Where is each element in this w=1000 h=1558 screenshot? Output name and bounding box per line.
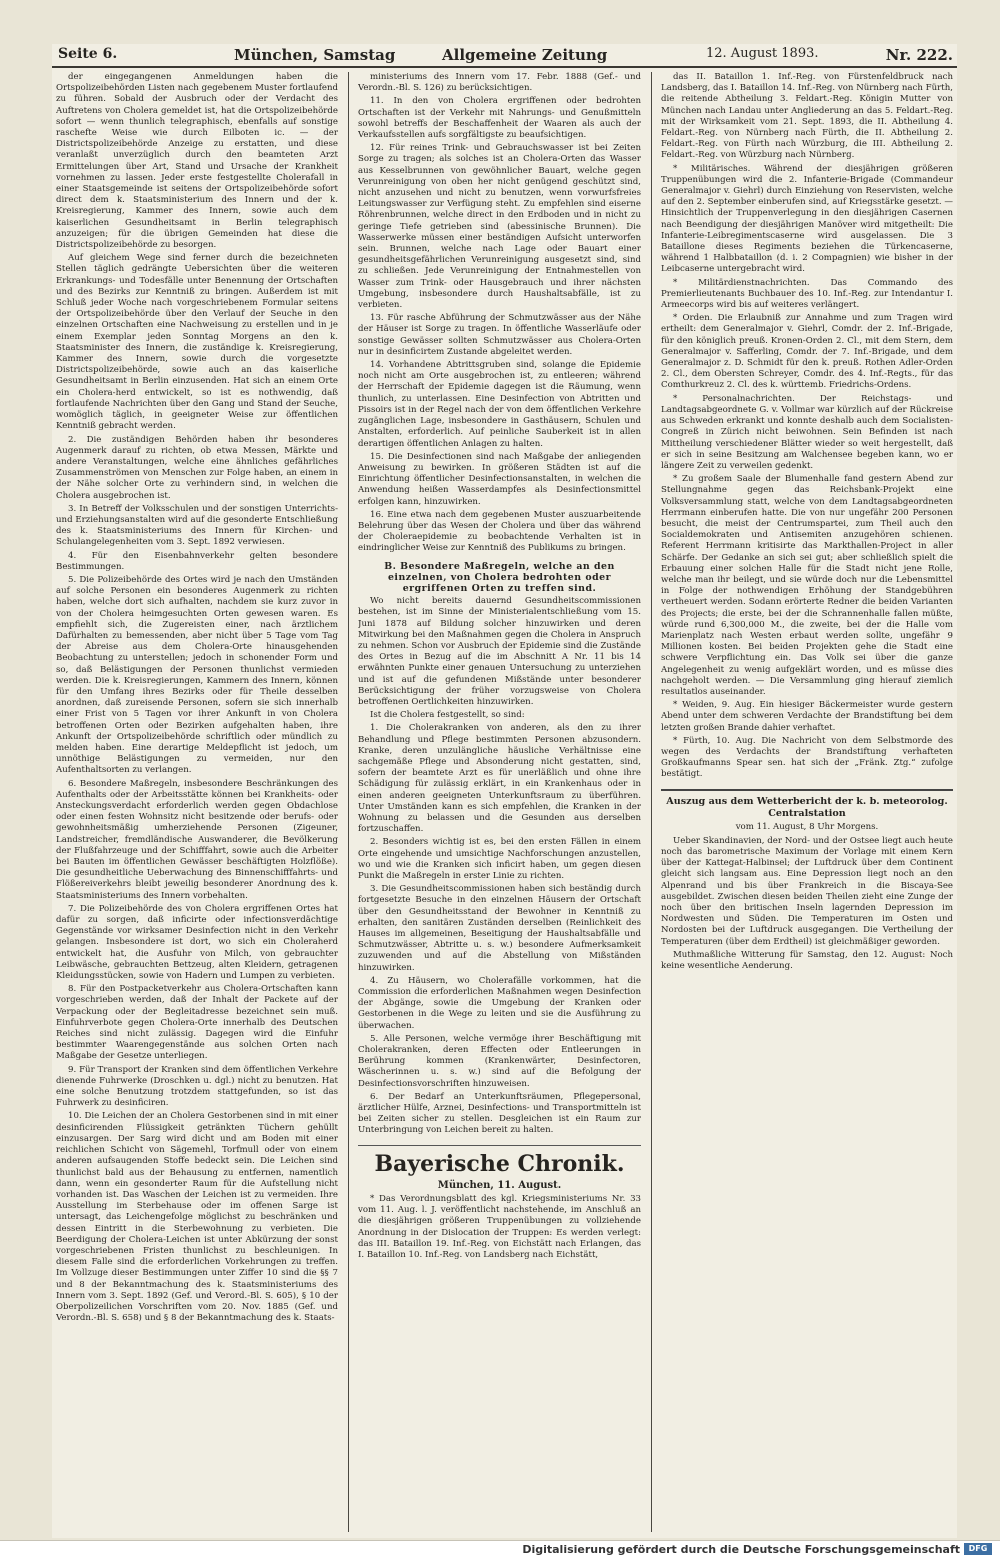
article-paragraph: 2. Besonders wichtig ist es, bei den ersten Fällen in einem Orte eingehende und umsichtige Nachforschungen anzustellen, wo und wie die Kranken sich inficirt haben, um gegen diesen Punkt die Maßregeln in erster Linie zu richten. [358,837,641,882]
article-paragraph: 2. Die zuständigen Behörden haben ihr besonderes Augenmerk darauf zu richten, ob etwa Messen, Märkte und andere Veranstaltungen, welche eine ähnliches gefährliches Zusammenströmen von Menschen zur Folge haben, an einem in der Nähe solcher Orte zu verhindern sind, in welchen die Cholera ausgebrochen ist. [56,434,338,501]
funding-note: Digitalisierung gefördert durch die Deutsche Forschungsgemeinschaft [522,1543,960,1556]
page-number: Seite 6. [58,46,118,62]
article-paragraph: 4. Zu Häusern, wo Cholerafälle vorkommen, hat die Commission die erforderlichen Maßnahmen wegen Desinfection der Abgänge, sowie die Umgebung der Kranken oder Gestorbenen in die Wege zu leiten und sie die Ausführung zu überwachen. [358,975,641,1031]
article-paragraph: Auf gleichem Wege sind ferner durch die bezeichneten Stellen täglich gedrängte Uebersichten über die weiteren Erkrankungs- und Todesfälle unter Benennung der Ortschaften und des Bezirks zur Kenntniß zu bringen. Außerdem ist mit Schluß jeder Woche nach vorgeschriebenem Formular seitens der Ortspolizeibehörde über den Verlauf der Seuche in den einzelnen Ortschaften eine Nachweisung zu erstellen und in je einem Exemplar jeden Sonntag Morgens an den k. Staatsminister des Innern, die zuständige k. Kreisregierung, Kammer des Innern, sowie durch die vorgesetzte Districtspolizeibehörde, sowie auch an das kaiserliche Gesundheitsamt in Berlin einzusenden. Hat sich an einem Orte ein Cholera-herd entwickelt, so ist es nothwendig, daß fortlaufende Nachrichten über den Gang und Stand der Seuche, womöglich täglich, in geeigneter Weise zur öffentlichen Kenntniß gebracht werden. [56,253,338,432]
article-paragraph: das II. Bataillon 1. Inf.-Reg. von Fürstenfeldbruck nach Landsberg, das I. Bataillon 14. Inf.-Reg. von Nürnberg nach Fürth, die reitende Abtheilung 3. Feldart.-Reg. Königin Mutter von München nach Landau unter Angliederung an das 5. Feldart.-Reg. mit der Wirksamkeit vom 21. Sept. 1893, die II. Abtheilung 4. Feldart.-Reg. von Nürnberg nach Fürth, die II. Abtheilung 2. Feldart.-Reg. von Fürth nach Würzburg, die III. Abtheilung 2. Feldart.-Reg. von Würzburg nach Nürnberg. [661,72,953,161]
weather-report-text: Ueber Skandinavien, der Nord- und der Ostsee liegt auch heute noch das barometrische Maximum der Vorlage mit einem Kern über der Kattegat-Halbinsel; der Luftdruck über dem Continent gleicht sich langsam aus. Eine Depression liegt noch an den Alpenrand und bis über Frankreich in die Biscaya-See ausgebildet. Zwischen diesen beiden Theilen zieht eine Zunge der noch über den britischen Inseln lagernden Depression im Nordwesten und Süden. Die Temperaturen im Osten und Nordosten bei der Luftdruck ausgegangen. Die Vertheilung der Temperaturen (über dem Erdtheil) ist gleichmäßiger geworden. [661,835,953,947]
chronicle-heading: Bayerische Chronik. [358,1145,641,1178]
article-paragraph: 10. Die Leichen der an Cholera Gestorbenen sind in mit einer desinficirenden Flüssigkeit getränkten Tüchern gehüllt einzusargen. Der Sarg wird dicht und am Boden mit einer reichlichen Schicht von Sägemehl, Torfmull oder von einem anderen aufsaugenden Stoffe bedeckt sein. Die Leichen sind thunlichst bald aus der Behausung zu entfernen, namentlich dann, wenn ein gesonderter Raum für die Aufstellung nicht vorhanden ist. Das Waschen der Leichen ist zu vermeiden. Ihre Ausstellung im Sterbehause oder im offenen Sarge ist untersagt, das Leichengefolge möglichst zu beschränken und dessen Eintritt in die Sterbewohnung zu verbieten. Die Beerdigung der Cholera-Leichen ist unter Abkürzung der sonst vorgeschriebenen Fristen thunlichst zu beschleunigen. In diesem Falle sind die erforderlichen Vorkehrungen zu treffen. Im Vollzuge dieser Bestimmungen unter Ziffer 10 sind die §§ 7 und 8 der Bekanntmachung des k. Staatsministeriums des Innern vom 3. Sept. 1892 (Gef. und Verord.-Bl. S. 605), § 10 der Oberpolizeilichen Vorschriften vom 20. Nov. 1885 (Gef. und Verordn.-Bl. S. 658) und § 8 der Bekanntmachung des k. Staats- [56,1111,338,1324]
place-and-day: München, Samstag [234,46,396,64]
article-paragraph: Wo nicht bereits dauernd Gesundheitscommissionen bestehen, ist im Sinne der Ministerialentschließung vom 15. Juni 1878 auf Bildung solcher hinzuwirken und deren Mitwirkung bei den Maßnahmen gegen die Cholera in Anspruch zu nehmen. Schon vor Ausbruch der Epidemie sind die Zustände des Ortes in Bezug auf die im Abschnitt A Nr. 11 bis 14 erwähnten Punkte einer genauen Untersuchung zu unterziehen und ist auf die gefundenen Mißstände unter besonderer Berücksichtigung der früher vorzugsweise von Cholera betroffenen Oertlichkeiten hinzuwirken. [358,596,641,707]
article-paragraph: 11. In den von Cholera ergriffenen oder bedrohten Ortschaften ist der Verkehr mit Nahrungs- und Genußmitteln sowohl betreffs der Beschaffenheit der Waaren als auch der Verkaufsstellen aufs sorgfältigste zu beaufsichtigen. [358,96,641,141]
weather-report-time: vom 11. August, 8 Uhr Morgens. [735,821,879,832]
digitization-footer [0,1540,1000,1558]
article-paragraph: 12. Für reines Trink- und Gebrauchswasser ist bei Zeiten Sorge zu tragen; als solches ist an Cholera-Orten das Wasser aus Kesselbrunnen von gewöhnlicher Bauart, welche gegen Verunreinigung von oben her nicht genügend geschützt sind, nicht anzusehen und nicht zu benutzen, wenn vorwurfsfreies Leitungswasser zur Verfügung steht. Zu empfehlen sind eiserne Röhrenbrunnen, welche direct in den Erdboden und in nicht zu geringe Tiefe getrieben sind (abessinische Brunnen). Die Wasserwerke müssen einer beständigen Aufsicht unterworfen sein. Brunnen, welche nach Lage oder Bauart einer gesundheitsgefährlichen Verunreinigung ausgesetzt sind, sind zu schließen. Jede Verunreinigung der Entnahmestellen von Wasser zum Trink- oder Hausgebrauch und ihrer nächsten Umgebung, insbesondere durch Haushaltsabfälle, ist zu verbieten. [358,143,641,311]
dfg-logo-icon: DFG [964,1543,992,1555]
weather-forecast: Muthmaßliche Witterung für Samstag, den 12. August: Noch keine wesentliche Aenderung. [661,949,953,972]
article-paragraph: 5. Alle Personen, welche vermöge ihrer Beschäftigung mit Cholerakranken, deren Effecten oder Entleerungen in Berührung kommen (Krankenwärter, Desinfectoren, Wäscherinnen u. s. w.) sind auf die Befolgung der Desinfectionsvorschriften hinzuweisen. [358,1033,641,1089]
article-paragraph: 7. Die Polizeibehörde des von Cholera ergriffenen Ortes hat dafür zu sorgen, daß inficirte oder infectionsverdächtige Gegenstände vor wirksamer Desinfection nicht in den Verkehr gelangen. Insbesondere ist dort, wo sich ein Choleraherd entwickelt hat, die Ausfuhr von Milch, von gebrauchter Leibwäsche, gebrauchten Bettzeug, alten Kleidern, getragenen Kleidungsstücken, sowie von Hadern und Lumpen zu verbieten. [56,903,338,982]
article-paragraph: 6. Besondere Maßregeln, insbesondere Beschränkungen des Aufenthalts oder der Arbeitsstätte können bei Krankheits- oder Ansteckungsverdacht erforderlich werden gegen Obdachlose oder einen festen Wohnsitz nicht besitzende oder berufs- oder gewohnheitsmäßig umherziehende Personen (Zigeuner, Landstreicher, fremdländische Auswanderer, die Bevölkerung der Flußfahrzeuge und der Schifffahrt, sowie auch die Arbeiter bei Bauten im öffentlichen Gewässer beschäftigten Holzflöße). Die gesundheitliche Ueberwachung des Binnenschifffahrts- und Flößereiverkehrs bleibt jeweilig besonderer Anordnung des k. Staatsministeriums des Innern vorbehalten. [56,778,338,901]
article-paragraph: der eingegangenen Anmeldungen haben die Ortspolizeibehörden Listen nach gegebenem Muster fortlaufend zu führen. Sobald der Ausbruch oder der Verdacht des Auftretens von Cholera gemeldet ist, hat die Ortspolizeibehörde sofort — wenn thunlich telegraphisch, ebenfalls auf sonstige raschefte Weise wie durch Eilboten ic. — der Districtspolizeibehörde Anzeige zu erstatten, und diese veranlaßt unverzüglich durch den beamteten Arzt Ermittelungen über Art, Stand und Ursache der Krankheit vornehmen zu lassen. Jeder erste festgestellte Cholerafall in einer Staatsgemeinde ist seitens der Ortspolizeibehörde sofort direct dem k. Staatsministerium des Innern und der k. Kreisregierung, Kammer des Innern, sowie auch dem kaiserlichen Gesundheitsamt in Berlin telegraphisch anzuzeigen; für die übrigen Gemeinden hat diese die Districtspolizeibehörde zu besorgen. [56,72,338,251]
article-paragraph: * Militärisches. Während der diesjährigen größeren Truppenübungen wird die 2. Infanterie-Brigade (Commandeur Generalmajor v. Giehrl) durch Einziehung von Reservisten, welche auf den 2. September einberufen sind, auf Kriegsstärke gesetzt. — Hinsichtlich der Truppenverlegung in den diesjährigen Casernen nach Beendigung der diesjährigen Manöver wird mitgetheilt: Die Infanterie-Leibregimentscaserne wird ausgelassen. Die 3 Bataillone dieses Regiments beziehen die Türkencaserne, während 1 Halbbataillon (d. i. 2 Compagnien) wie bisher in der Leibcaserne untergebracht wird. [661,163,953,275]
article-paragraph: 9. Für Transport der Kranken sind dem öffentlichen Verkehre dienende Fuhrwerke (Droschken u. dgl.) nicht zu benutzen. Hat eine solche Benutzung trotzdem stattgefunden, so ist das Fuhrwerk zu desinficiren. [56,1064,338,1109]
article-paragraph: ministeriums des Innern vom 17. Febr. 1888 (Gef.- und Verordn.-Bl. S. 126) zu berücksichtigen. [358,72,641,94]
article-paragraph: * Militärdienstnachrichten. Das Commando des Premierlieutenants Buchbauer des 10. Inf.-Reg. zur Intendantur I. Armeecorps wird bis auf weiteres verlängert. [661,277,953,311]
article-paragraph: 8. Für den Postpacketverkehr aus Cholera-Ortschaften kann vorgeschrieben werden, daß der Inhalt der Packete auf der Verpackung oder der Begleitadresse bezeichnet sein muß. Einfuhrverbote gegen Cholera-Orte innerhalb des Deutschen Reiches sind nicht zulässig. Dagegen wird die Einfuhr bestimmter Waarengegenstände aus solchen Orten nach Maßgabe der Gesetze unterliegen. [56,984,338,1062]
article-paragraph: * Zu großem Saale der Blumenhalle fand gestern Abend zur Stellungnahme gegen das Reichsbank-Projekt eine Volksversammlung statt, welche von dem Landtagsabgeordneten Herrmann einberufen hatte. Die von nur ungefähr 200 Personen besucht, die meist der Centrumspartei, zum Theil auch den Socialdemokraten und Antisemiten anzugehören schienen. Referent Herrmann kritisirte das Markthallen-Project in aller Schärfe. Der Gedanke an sich sei gut; aber schließlich spielt die Erbauung einer solchen Halle für die Stadt nicht jene Rolle, welche man ihr beilegt, und sie würde doch nur die Lebensmittel in Folge der nothwendigen Erhöhung der Standgebühren vertheuert werden. Sodann erörterte Redner die beiden Varianten des Projects; die erste, bei der die Schrannenhalle fallen müßte, würde rund 6,300,000 M., die zweite, bei der die Halle vom Marienplatz nach Westen erbaut werden sollte, ungefähr 9 Millionen kosten. Bei beiden Projekten gehe die Stadt eine schwere Verpflichtung ein. Das Volk sei über die ganze Angelegenheit zu wenig aufgeklärt worden, und es müsse dies nachgeholt werden. — Die Versammlung ging hierauf ziemlich resultatlos auseinander. [661,474,953,697]
article-paragraph: 3. Die Gesundheitscommissionen haben sich beständig durch fortgesetzte Besuche in den einzelnen Häusern der Ortschaft über den Gesundheitsstand der Bewohner in Kenntniß zu erhalten, den sanitären Zuständen derselben (Reinlichkeit des Hauses im allgemeinen, Beseitigung der Haushaltsabfälle und Schmutzwässer, Abtritte u. s. w.) besondere Aufmerksamkeit zuzuwenden und auf die Abstellung von Mißständen hinzuwirken. [358,884,641,973]
article-paragraph: 13. Für rasche Abführung der Schmutzwässer aus der Nähe der Häuser ist Sorge zu tragen. In öffentliche Wasserläufe oder sonstige Gewässer sollten Schmutzwässer aus Cholera-Orten nur in desinficirtem Zustande abgeleitet werden. [358,313,641,357]
column-2 [358,72,641,1532]
section-heading: B. Besondere Maßregeln, welche an den einzelnen, von Cholera bedrohten oder ergriffenen Orten zu treffen sind. [384,560,615,594]
chronicle-dateline: München, 11. August. [437,1179,562,1191]
article-paragraph: 4. Für den Eisenbahnverkehr gelten besondere Bestimmungen. [56,550,338,572]
article-paragraph: Ist die Cholera festgestellt, so sind: [370,710,525,721]
article-paragraph: * Orden. Die Erlaubniß zur Annahme und zum Tragen wird ertheilt: dem Generalmajor v. Giehrl, Comdr. der 2. Inf.-Brigade, für den königlich preuß. Kronen-Orden 2. Cl., mit dem Stern, dem Generalmajor v. Safferling, Comdr. der 7. Inf.-Brigade, und dem Generalmajor z. D. Schmidt für den k. preuß. Rothen Adler-Orden 2. Cl., dem Obersten Schreyer, Comdr. des 4. Inf.-Regts., für das Comthurkreuz 2. Cl. des k. württemb. Friedrichs-Ordens. [661,313,953,391]
issue-number: Nr. 222. [885,46,953,64]
article-paragraph: 16. Eine etwa nach dem gegebenen Muster auszuarbeitende Belehrung über das Wesen der Cholera und über das während der Choleraepidemie zu beobachtende Verhalten ist in eindringlicher Weise zur Kenntniß des Publikums zu bringen. [358,509,641,554]
article-paragraph: 3. In Betreff der Volksschulen und der sonstigen Unterrichts- und Erziehungsanstalten wird auf die gesonderte Entschließung des k. Staatsministeriums des Innern für Kirchen- und Schulangelegenheiten vom 3. Sept. 1892 verwiesen. [56,503,338,548]
page-header [52,44,957,68]
article-paragraph: 5. Die Polizeibehörde des Ortes wird je nach den Umständen auf solche Personen ein besonderes Augenmerk zu richten haben, welche dort sich aufhalten, nachdem sie kurz zuvor in von der Cholera heimgesuchten Orten gewesen waren. Es empfiehlt sich, die Zugereisten einer, nach ärztlichem Dafürhalten zu bemessenden, aber nicht über 5 Tage vom Tag der Abreise aus dem Cholera-Orte hinausgehenden Beobachtung zu unterstellen; jedoch in schonender Form und so, daß Belästigungen der Personen thunlichst vermieden werden. Die k. Kreisregierungen, Kammern des Innern, können für den Umfang ihres Bezirks oder für Theile desselben anordnen, daß zureisende Personen, sofern sie sich innerhalb einer Frist von 5 Tagen vor ihrer Ankunft in von Cholera betroffenen Orten oder Bezirken aufgehalten haben, ihre Ankunft der Ortspolizeibehörde schriftlich oder mündlich zu melden haben. Eine derartige Meldepflicht ist jedoch, um unnöthige Belästigungen zu vermeiden, nur den Aufenthaltsorten zu verlangen. [56,574,338,776]
weather-report-heading: Auszug aus dem Wetterbericht der k. b. meteorolog. Centralstation [661,789,953,820]
article-paragraph: 15. Die Desinfectionen sind nach Maßgabe der anliegenden Anweisung zu bewirken. In größeren Städten ist auf die Einrichtung öffentlicher Desinfectionsanstalten, in welchen die Anwendung heißen Wasserdampfes als Desinfectionsmittel erfolgen kann, hinzuwirken. [358,451,641,507]
newspaper-title: Allgemeine Zeitung [442,46,608,64]
column-divider [348,72,349,1532]
article-paragraph: * Personalnachrichten. Der Reichstags- und Landtagsabgeordnete G. v. Vollmar war kürzlich auf der Rückreise aus Schweden erkrankt und konnte deshalb auch dem Socialisten-Congreß in Zürich nicht beiwohnen. Sein Befinden ist nach Mittheilung verschiedener Blätter wieder so weit hergestellt, daß er sich in seine Besitzung am Walchensee begeben kann, wo er längere Zeit zu verweilen gedenkt. [661,393,953,471]
column-divider [651,72,652,1532]
article-paragraph: * Fürth, 10. Aug. Die Nachricht von dem Selbstmorde des wegen des Verdachts der Brandstiftung verhafteten Großkaufmanns Spear sen. hat sich der „Fränk. Ztg.“ zufolge bestätigt. [661,735,953,780]
article-paragraph: * Weiden, 9. Aug. Ein hiesiger Bäckermeister wurde gestern Abend unter dem schweren Verdachte der Brandstiftung bei dem letzten großen Brande dahier verhaftet. [661,700,953,733]
article-paragraph: * Das Verordnungsblatt des kgl. Kriegsministeriums Nr. 33 vom 11. Aug. l. J. veröffentlicht nachstehende, im Anschluß an die diesjährigen größeren Truppenübungen zu vollziehende Anordnung in der Dislocation der Truppen: Es werden verlegt: das III. Bataillon 19. Inf.-Reg. von Eichstätt nach Erlangen, das I. Bataillon 10. Inf.-Reg. von Landsberg nach Eichstätt, [358,1193,641,1260]
article-paragraph: 1. Die Cholerakranken von anderen, als den zu ihrer Behandlung und Pflege bestimmten Personen abzusondern. Kranke, deren unzulängliche häusliche Verhältnisse eine sachgemäße Pflege und Absonderung nicht gestatten, sind, sofern der beamtete Arzt es für unerläßlich und ohne ihre Schädigung für zulässig erklärt, in ein Krankenhaus oder in einen anderen geeigneten Unterkunftsraum zu überführen. Unter Umständen kann es sich empfehlen, die Kranken in der Wohnung zu belassen und die Gesunden aus derselben fortzuschaffen. [358,723,641,835]
newspaper-page [52,44,957,1538]
issue-date: 12. August 1893. [706,46,819,61]
column-1 [56,72,338,1532]
article-paragraph: 14. Vorhandene Abtrittsgruben sind, solange die Epidemie noch nicht am Orte ausgebrochen ist, zu entleeren; während der Herrschaft der Epidemie dagegen ist die Räumung, wenn thunlich, zu unterlassen. Eine Desinfection von Abtritten und Pissoirs ist in der Regel nach der von dem öffentlichen Verkehre zugänglichen Lage, insbesondere in Gasthäusern, Schulen und Anstalten, erforderlich. Auf peinliche Sauberkeit ist in allen derartigen öffentlichen Anlagen zu halten. [358,360,641,449]
article-paragraph: 6. Der Bedarf an Unterkunftsräumen, Pflegepersonal, ärztlicher Hülfe, Arznei, Desinfections- und Transportmitteln ist bei Zeiten sicher zu stellen. Desgleichen ist ein Raum zur Unterbringung von Leichen bereit zu halten. [358,1091,641,1136]
column-3 [661,72,953,1532]
